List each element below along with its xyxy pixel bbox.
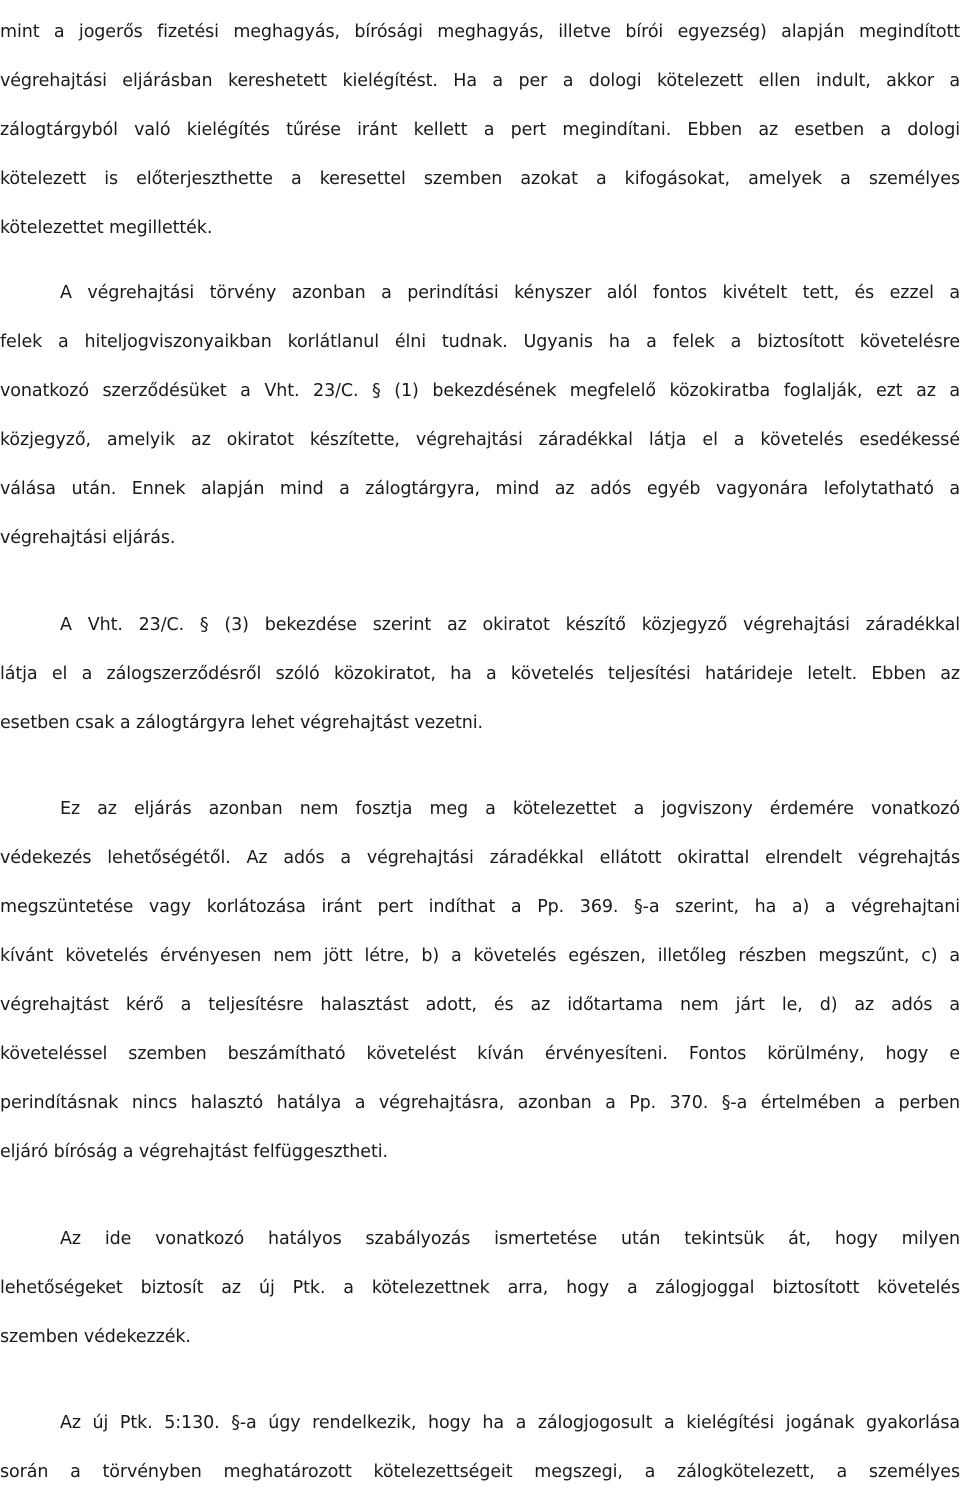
text-line: közjegyző, amelyik az okiratot készítette, végrehajtási záradékkal látja el a követelés esedékessé bbox=[0, 430, 960, 450]
paragraph-2 bbox=[0, 269, 960, 563]
text-line: során a törvényben meghatározott kötelezettségeit megszegi, a zálogkötelezett, a személyes bbox=[0, 1462, 960, 1482]
text-line: védekezés lehetőségétől. Az adós a végrehajtási záradékkal ellátott okirattal elrendelt végrehajtás bbox=[0, 848, 960, 868]
text-line: felek a hiteljogviszonyaikban korlátlanul élni tudnak. Ugyanis ha a felek a biztosított követelésre bbox=[0, 332, 960, 352]
paragraph-4 bbox=[0, 785, 960, 1177]
text-line: vonatkozó szerződésüket a Vht. 23/C. § (1) bekezdésének megfelelő közokiratba foglalják, ezt az a bbox=[0, 381, 960, 401]
text-line: megszüntetése vagy korlátozása iránt pert indíthat a Pp. 369. §-a szerint, ha a) a végrehajtani bbox=[0, 897, 960, 917]
text-line: követeléssel szemben beszámítható követelést kíván érvényesíteni. Fontos körülmény, hogy e bbox=[0, 1044, 960, 1064]
text-line: perindításnak nincs halasztó hatálya a végrehajtásra, azonban a Pp. 370. §-a értelmében a perben bbox=[0, 1093, 960, 1113]
text-line: szemben védekezzék. bbox=[0, 1327, 191, 1347]
text-line: látja el a zálogszerződésről szóló közokiratot, ha a követelés teljesítési határideje letelt. Ebben az bbox=[0, 664, 960, 684]
text-line: válása után. Ennek alapján mind a zálogtárgyra, mind az adós egyéb vagyonára lefolytatható a bbox=[0, 479, 960, 499]
text-line: Az új Ptk. 5:130. §-a úgy rendelkezik, hogy ha a zálogjogosult a kielégítési jogának gyakorlása bbox=[60, 1413, 960, 1433]
paragraph-3 bbox=[0, 601, 960, 748]
text-line: kötelezett is előterjeszthette a keresettel szemben azokat a kifogásokat, amelyek a személyes bbox=[0, 169, 960, 189]
text-line: Ez az eljárás azonban nem fosztja meg a kötelezettet a jogviszony érdemére vonatkozó bbox=[60, 799, 960, 819]
text-line: kívánt követelés érvényesen nem jött létre, b) a követelés egészen, illetőleg részben megszűnt, c) a bbox=[0, 946, 960, 966]
text-line: A végrehajtási törvény azonban a perindítási kényszer alól fontos kivételt tett, és ezzel a bbox=[60, 283, 960, 303]
text-line: A Vht. 23/C. § (3) bekezdése szerint az okiratot készítő közjegyző végrehajtási záradékkal bbox=[60, 615, 960, 635]
text-line: kötelezettet megillették. bbox=[0, 218, 213, 238]
text-line: zálogtárgyból való kielégítés tűrése iránt kellett a pert megindítani. Ebben az esetben a dologi bbox=[0, 120, 960, 140]
text-line: mint a jogerős fizetési meghagyás, bírósági meghagyás, illetve bírói egyezség) alapján megindított bbox=[0, 22, 960, 42]
text-line: Az ide vonatkozó hatályos szabályozás ismertetése után tekintsük át, hogy milyen bbox=[60, 1229, 960, 1249]
text-line: végrehajtási eljárásban kereshetett kielégítést. Ha a per a dologi kötelezett ellen indult, akkor a bbox=[0, 71, 960, 91]
paragraph-6 bbox=[0, 1399, 960, 1497]
paragraph-1 bbox=[0, 8, 960, 253]
text-line: esetben csak a zálogtárgyra lehet végrehajtást vezetni. bbox=[0, 713, 483, 733]
text-line: végrehajtási eljárás. bbox=[0, 528, 176, 548]
text-line: eljáró bíróság a végrehajtást felfüggesztheti. bbox=[0, 1142, 388, 1162]
text-line: végrehajtást kérő a teljesítésre halasztást adott, és az időtartama nem járt le, d) az adós a bbox=[0, 995, 960, 1015]
paragraph-5 bbox=[0, 1215, 960, 1362]
text-line: lehetőségeket biztosít az új Ptk. a kötelezettnek arra, hogy a zálogjoggal biztosított követelés bbox=[0, 1278, 960, 1298]
